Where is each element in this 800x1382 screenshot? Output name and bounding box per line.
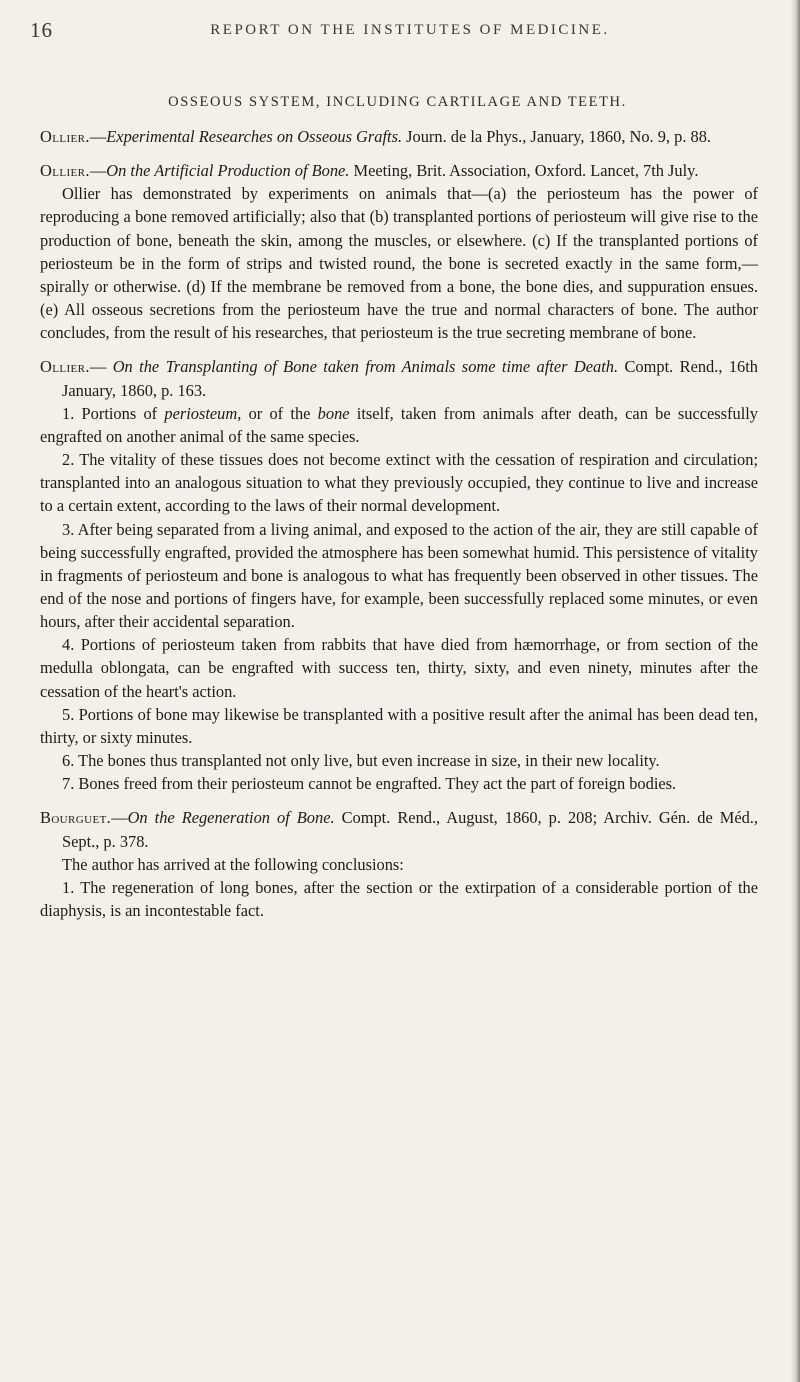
citation-author: Bourguet. (40, 808, 112, 828)
citation-source: Compt. Rend., August, 1860, p. 208; Archiv. Gén. de Méd., Sept., p. 378. (62, 808, 758, 851)
citation-dash: — (111, 808, 128, 828)
citation-dash: — (89, 161, 107, 181)
citation (40, 355, 758, 401)
conclusion-emphasis: periosteum, (164, 403, 242, 423)
citation-author: Ollier. (40, 357, 90, 377)
citation (40, 159, 758, 182)
page-edge-shadow (790, 0, 800, 1382)
citation-title: On the Regeneration of Bone. (127, 808, 335, 828)
citation-author: Ollier. (40, 161, 90, 181)
numbered-conclusion: 3. After being separated from a living animal, and exposed to the action of the air, they are still capable of being successfully engrafted, provided the atmosphere has been somewhat humid. This persistence of vitality in fragments of periosteum and bone is analogous to what has frequently been observed in other tissues. The end of the nose and portions of fingers have, for example, been successfully replaced some minutes, or even hours, after their accidental separation. (40, 519, 758, 632)
conclusion-text: 1. Portions of (62, 403, 165, 423)
citation-source: Journ. de la Phys., January, 1860, No. 9, p. 88. (402, 127, 712, 146)
numbered-conclusion: 4. Portions of periosteum taken from rabbits that have died from hæmorrhage, or from section of the medulla oblongata, can be engrafted with success ten, thirty, sixty, and even ninety, minutes after the cessation of the heart's action. (40, 635, 758, 701)
numbered-conclusion: 1. The regeneration of long bones, after the section or the extirpation of a considerable portion of the diaphysis, is an incontestable fact. (40, 877, 758, 920)
citation-title: On the Artificial Production of Bone. (106, 161, 350, 181)
citation-author: Ollier. (40, 127, 90, 146)
numbered-conclusion: 2. The vitality of these tissues does not become extinct with the cessation of respiration and circulation; transplanted into an analogous situation to what they previously occupied, they continue to live and increase to a certain extent, according to the laws of their normal development. (40, 450, 758, 516)
citation (40, 806, 758, 852)
citation (40, 125, 758, 148)
citation-title: On the Transplanting of Bone taken from Animals some time after Death. (112, 357, 619, 377)
citation-dash: — (89, 127, 107, 146)
numbered-conclusion: 6. The bones thus transplanted not only live, but even increase in size, in their new locality. (62, 751, 660, 771)
numbered-conclusion (40, 402, 758, 448)
section-title: OSSEOUS SYSTEM, INCLUDING CARTILAGE AND TEETH. (168, 94, 627, 110)
citation-source: Meeting, Brit. Association, Oxford. Lancet, 7th July. (349, 161, 699, 181)
citation-title: Experimental Researches on Osseous Grafts. (106, 127, 403, 146)
conclusion-text: or of the (241, 403, 318, 423)
abstract-paragraph: The author has arrived at the following conclusions: (62, 854, 404, 874)
conclusion-emphasis: bone (317, 403, 350, 423)
body-text (40, 125, 758, 933)
running-head: REPORT ON THE INSTITUTES OF MEDICINE. (210, 22, 610, 38)
bibliography-entry (40, 355, 758, 795)
numbered-conclusion: 5. Portions of bone may likewise be transplanted with a positive result after the animal has been dead ten, thirty, or sixty minutes. (40, 704, 758, 747)
citation-source: Compt. Rend., 16th January, 1860, p. 163. (62, 357, 758, 400)
conclusion-text: itself, taken from animals after death, can be successfully engrafted on another animal of the same species. (40, 403, 758, 446)
page-number: 16 (30, 18, 53, 42)
bibliography-entry (40, 125, 758, 148)
abstract-paragraph: Ollier has demonstrated by experiments on animals that—(a) the periosteum has the power of reproducing a bone removed artificially; also that (b) transplanted portions of periosteum will give rise to the production of bone, beneath the skin, among the muscles, or elsewhere. (c) If the transplanted portions of periosteum be in the form of strips and twisted round, the bone is secreted exactly in the same form,— spirally or otherwise. (d) If the membrane be removed from a bone, the bone dies, and suppuration ensues. (e) All osseous secretions from the periosteum have the true and normal characters of bone. The author concludes, from the result of his researches, that periosteum is the true secreting membrane of bone. (40, 184, 758, 343)
bibliography-entry (40, 159, 758, 344)
bibliography-entry (40, 806, 758, 922)
citation-dash: — (89, 357, 113, 377)
numbered-conclusion: 7. Bones freed from their periosteum cannot be engrafted. They act the part of foreign bodies. (62, 774, 677, 794)
